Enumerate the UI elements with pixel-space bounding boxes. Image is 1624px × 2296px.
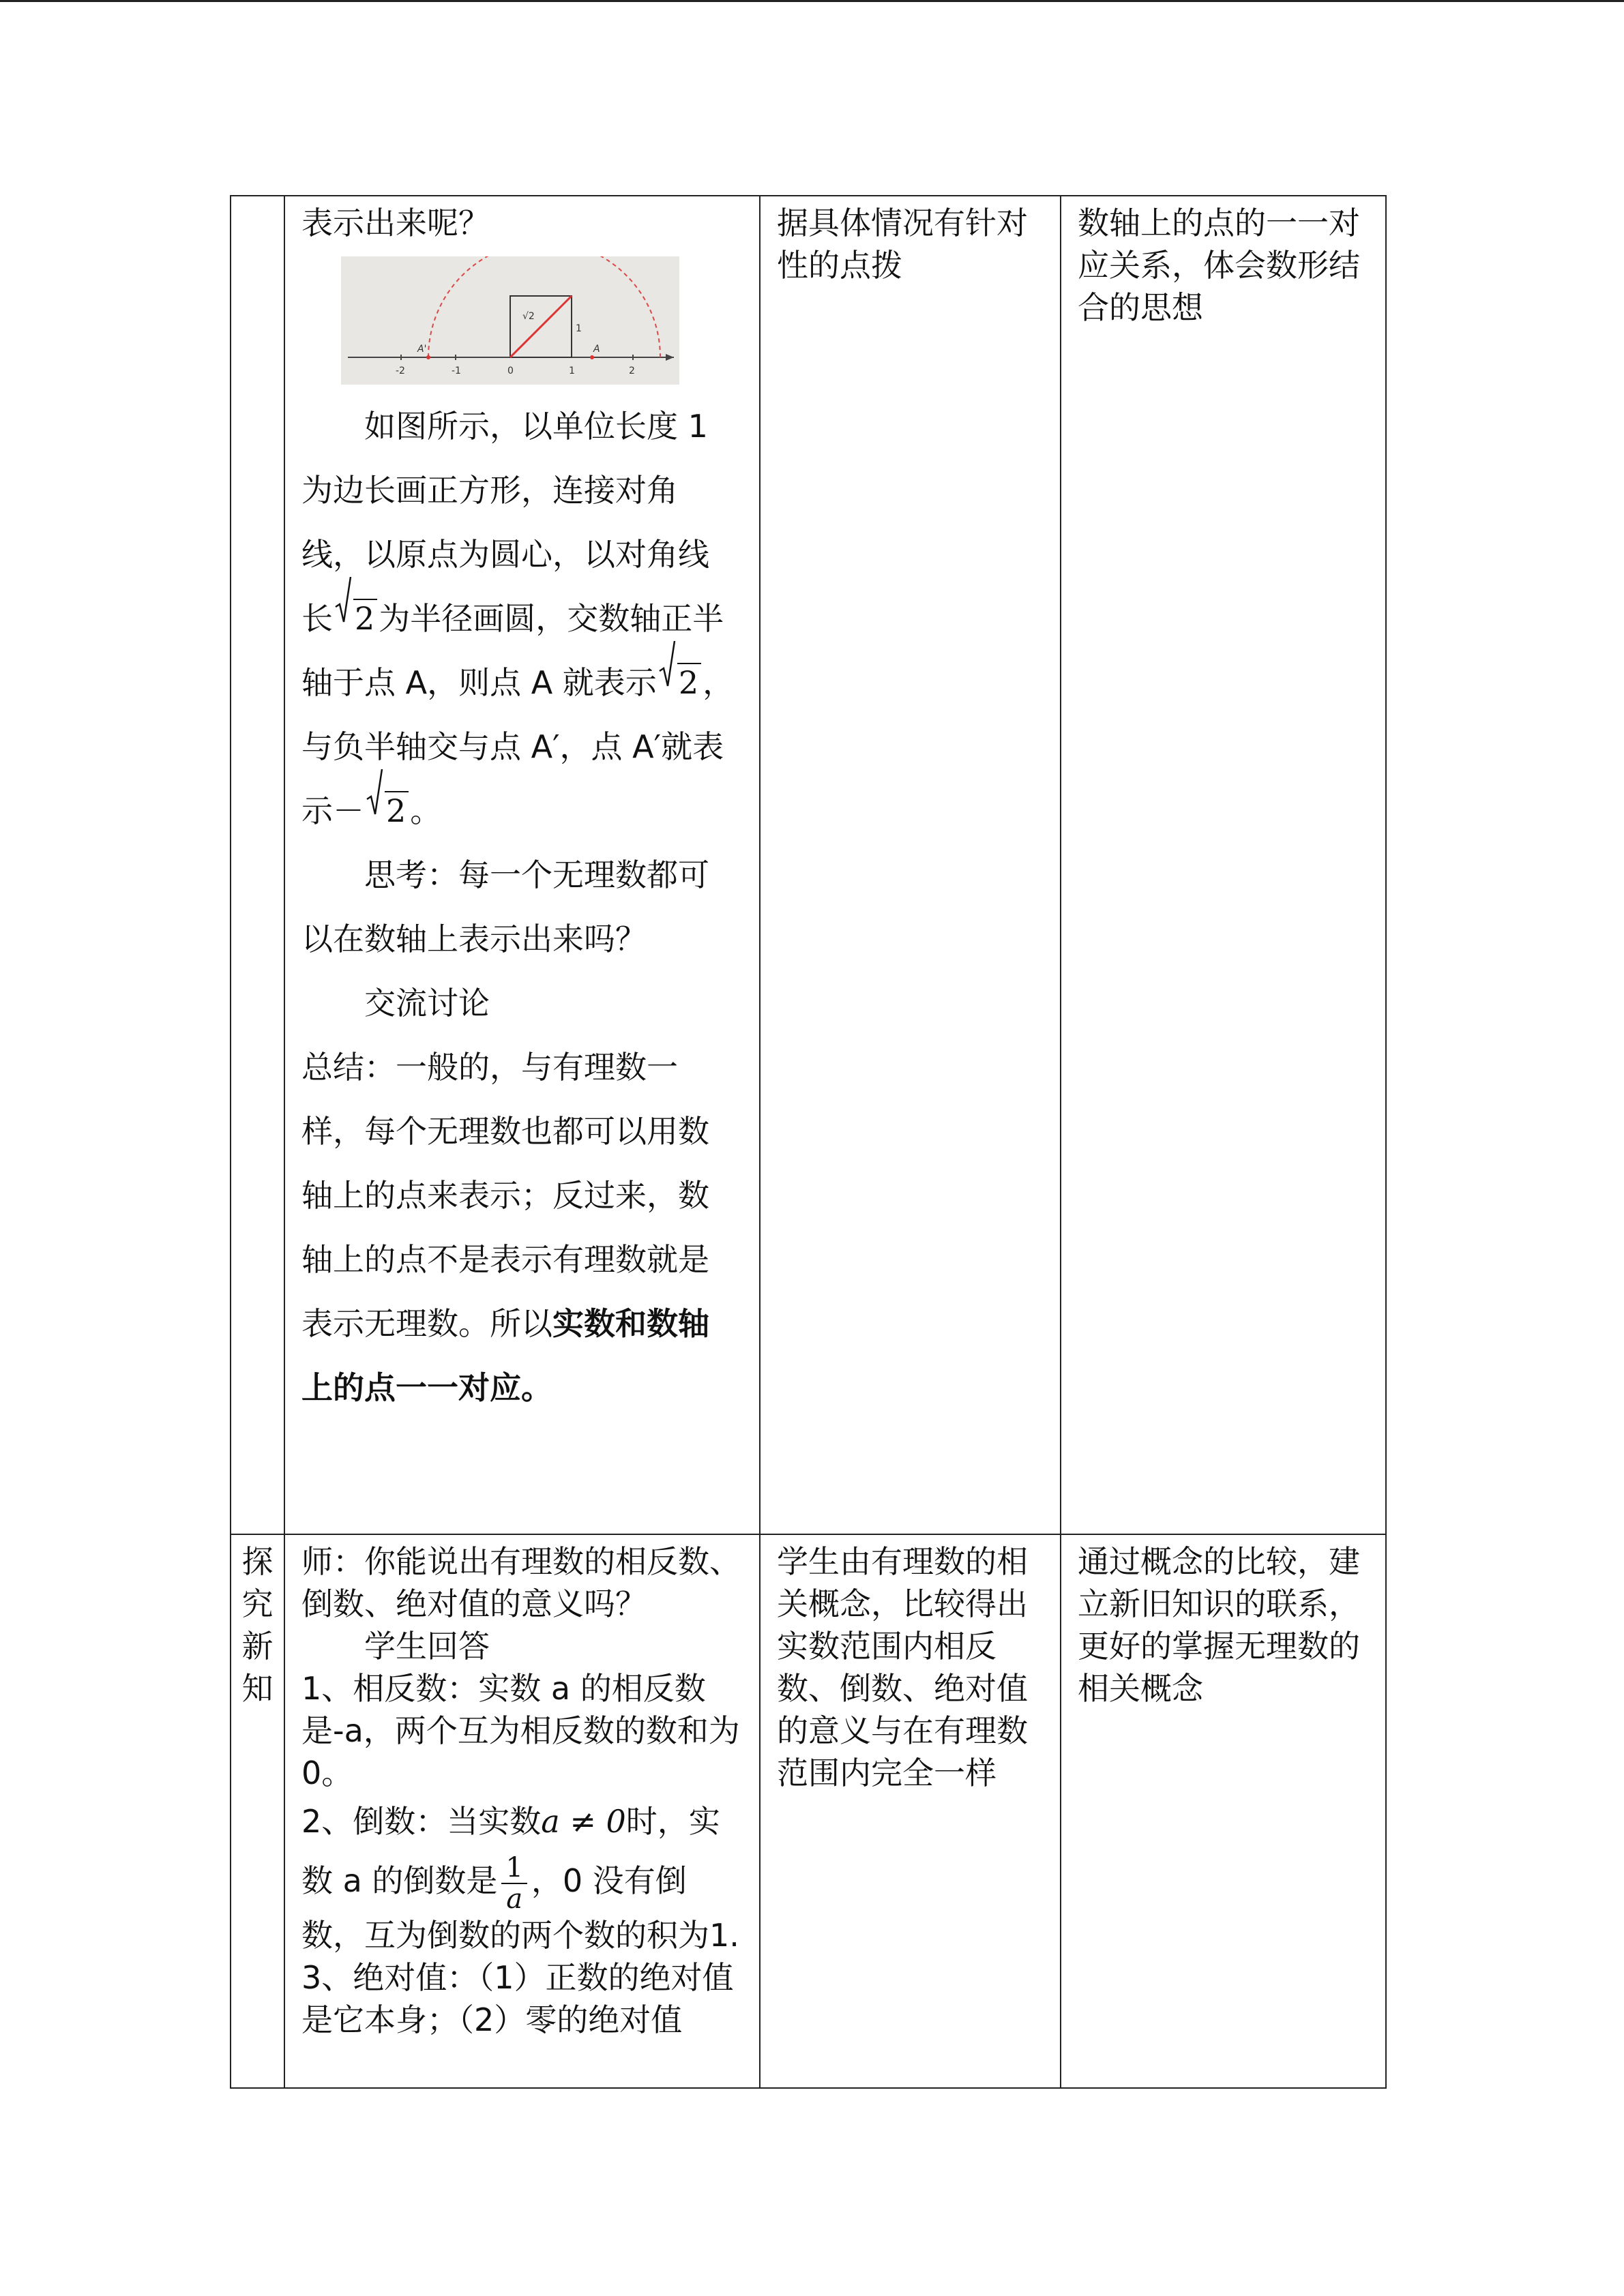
tick-label: 1 xyxy=(569,366,575,376)
student-activity-cell xyxy=(760,1534,1061,2088)
text-line: 以在数轴上表示出来吗？ xyxy=(301,921,647,957)
text-line: 轴上的点来表示；反过来，数 xyxy=(301,1177,709,1214)
teaching-content-cell xyxy=(284,1534,760,2088)
cell-text: 据具体情况有针对性的点拨 xyxy=(777,205,1028,284)
text-line: 师：你能说出有理数的相反数、倒数、绝对值的意义吗？ xyxy=(301,1543,741,1622)
fraction: $\frac{1}{a}$ xyxy=(501,1853,527,1914)
stage-char: 知 xyxy=(241,1670,274,1707)
cell-text: 数轴上的点的一一对应关系，体会数形结合的思想 xyxy=(1078,205,1360,326)
text-line: 为边长画正方形，连接对角 xyxy=(301,472,678,509)
point-label: A xyxy=(593,344,600,355)
text-line: 思考：每一个无理数都可 xyxy=(364,856,709,893)
sqrt-expression: 2 xyxy=(366,779,409,843)
design-intent-cell xyxy=(1061,196,1386,1534)
stage-char: 究 xyxy=(241,1585,274,1622)
text-line: 与负半轴交与点 A′，点 A′就表 xyxy=(301,728,724,765)
text-line: 上的点一一对应。 xyxy=(301,1369,552,1406)
point-label: A' xyxy=(417,344,427,355)
top-border-line xyxy=(0,0,1624,2)
student-activity-cell xyxy=(760,196,1061,1534)
text-line: 表示无理数。所以实数和数轴 xyxy=(301,1305,709,1342)
tick-label: 0 xyxy=(507,366,514,376)
tick-label: -1 xyxy=(452,366,461,376)
number-line-figure xyxy=(341,256,679,385)
teaching-content-cell xyxy=(284,196,760,1534)
cell-text: 学生由有理数的相关概念，比较得出实数范围内相反数、倒数、绝对值的意义与在有理数范围内完全一样 xyxy=(777,1543,1028,1791)
text-line: 2、倒数：当实数a ≠ 0时，实 xyxy=(301,1803,720,1840)
text-line: 3、绝对值：（1）正数的绝对值是它本身；（2）零的绝对值 xyxy=(301,1958,734,2038)
text-line: 示－ 2 。 xyxy=(301,779,747,843)
text-line: 样，每个无理数也都可以用数 xyxy=(301,1113,709,1150)
sqrt-expression: 2 xyxy=(658,651,701,715)
text-line: 学生回答 xyxy=(364,1628,490,1665)
cell-text: 通过概念的比较，建立新旧知识的联系，更好的掌握无理数的相关概念 xyxy=(1078,1543,1360,1707)
text-line: 数 a 的倒数是 $\frac{1}{a}$ ，0 没有倒 xyxy=(301,1851,687,1915)
table-row xyxy=(231,1534,1386,2088)
stage-cell xyxy=(231,1534,284,2088)
tick-label: 2 xyxy=(629,366,635,376)
text-line: 数，互为倒数的两个数的积为1. xyxy=(301,1916,739,1954)
sqrt-expression: 2 xyxy=(334,586,377,651)
text-line: 长 2 为半径画圆，交数轴正半 xyxy=(301,586,747,651)
design-intent-cell xyxy=(1061,1534,1386,2088)
text-line: 总结：一般的，与有理数一 xyxy=(301,1049,678,1086)
diagonal-label: √2 xyxy=(522,311,535,322)
table-row xyxy=(231,196,1386,1534)
stage-char: 探 xyxy=(241,1543,274,1580)
lesson-table xyxy=(230,195,1387,2089)
tick-label: -2 xyxy=(396,366,405,376)
stage-cell xyxy=(231,196,284,1534)
stage-char: 新 xyxy=(241,1628,274,1665)
text-line: 如图所示，以单位长度 1 xyxy=(364,408,708,445)
text-line: 表示出来呢？ xyxy=(301,205,490,241)
text-line: 轴上的点不是表示有理数就是 xyxy=(301,1241,709,1278)
text-line: 1、相反数：实数 a 的相反数是-a，两个互为相反数的数和为0。 xyxy=(301,1670,740,1791)
text-line: 线，以原点为圆心，以对角线 xyxy=(301,536,709,573)
text-line: 轴于点 A，则点 A 就表示 2 ， xyxy=(301,651,747,715)
side-label: 1 xyxy=(576,323,582,334)
text-line: 交流讨论 xyxy=(364,985,490,1022)
